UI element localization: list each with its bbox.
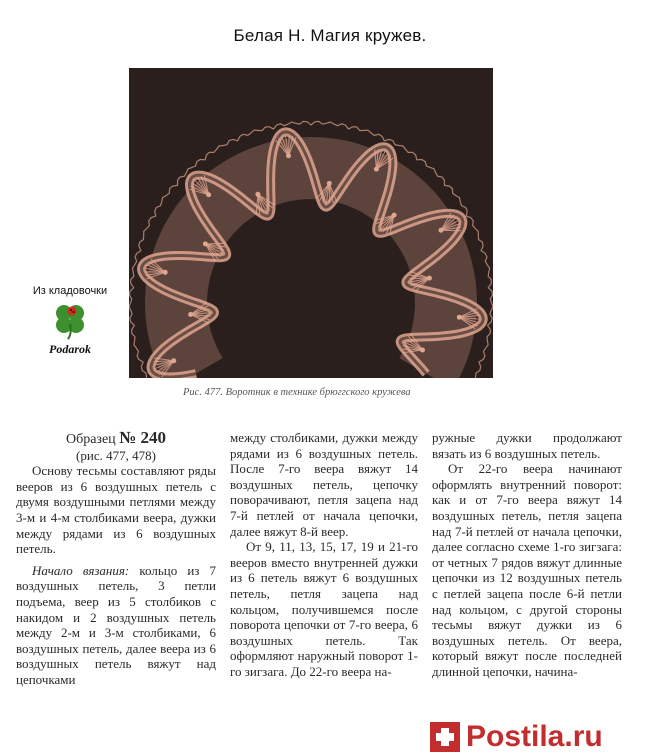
- podarok-badge: [20, 285, 120, 357]
- paragraph: От 9, 11, 13, 15, 17, 19 и 21-го вееров вместо внутренней дужки из 6 петель вяжут 6 воздушных петель, петля зацепа над кольцом, получившемся после поворота цепочки от 7-го веера, 6 воздушных петель. Так оформляют наружный поворот 1-го зигзага. До 22-го веера на-: [230, 539, 418, 679]
- lace-collar-illustration: [129, 68, 493, 378]
- figure-reference: (рис. 477, 478): [76, 447, 156, 463]
- paragraph-text: кольцо из 7 воздушных петель, 3 петли подъема, веер из 5 столбиков с накидом и 2 воздушных петель между 2-м и 3-м столбиками, 6 воздушных петель, далее веера из 6 воздушных петель вяжут над цепочками: [16, 562, 217, 687]
- text-column-3: [432, 430, 622, 680]
- text-column-1: [16, 430, 216, 688]
- paragraph: между столбиками, дужки между рядами из 6 воздушных петель. После 7-го веера вяжут 14 воздушных петель, цепочку поворачивают, петля зацепа над 7-й петлей от начала цепочки, далее вяжут 8-й веер.: [230, 430, 418, 539]
- badge-top-text: Из кладовочки: [32, 285, 108, 297]
- sample-label: Образец: [65, 432, 116, 447]
- sample-number: № 240: [119, 428, 167, 447]
- book-title: Белая Н. Магия кружев.: [233, 26, 427, 45]
- lace-collar-photo: [129, 68, 493, 378]
- paragraph-lead: Начало вязания:: [32, 562, 130, 578]
- figure-caption: Рис. 477. Воротник в технике брюггского кружева: [183, 387, 411, 398]
- paragraph: ружные дужки продолжают вязать из 6 воздушных петель.: [432, 430, 622, 461]
- badge-name: Podarok: [49, 342, 91, 356]
- paragraph: От 22-го веера начинают оформлять внутренний поворот: как и от 7-го веера вяжут 14 воздушных петель, петля зацепа над 7-й петлей от начала цепочки, далее согласно схеме 1-го зигзага: от четных 7 рядов вяжут длинные цепочки из 12 воздушных петель с петлей зацепа после 6-й петли над кольцом, с другой стороны тесьмы вяжут дужки из 6 воздушных петель. От веера, который вяжут после последней длинной цепочки, начина-: [432, 461, 622, 679]
- sample-heading: [16, 430, 216, 448]
- paragraph: [16, 563, 216, 688]
- watermark-text: Postila.ru: [466, 719, 603, 753]
- clover-ladybug-icon: [50, 300, 90, 340]
- postila-watermark: [430, 718, 660, 755]
- text-column-2: [230, 430, 418, 680]
- paragraph: Основу тесьмы составляют ряды вееров из 6 воздушных петель с двумя воздушными петлями между 3-м и 4-м столбиками веера, дужки между рядами из 6 воздушных петель.: [16, 463, 216, 557]
- postila-logo-icon: [430, 722, 460, 752]
